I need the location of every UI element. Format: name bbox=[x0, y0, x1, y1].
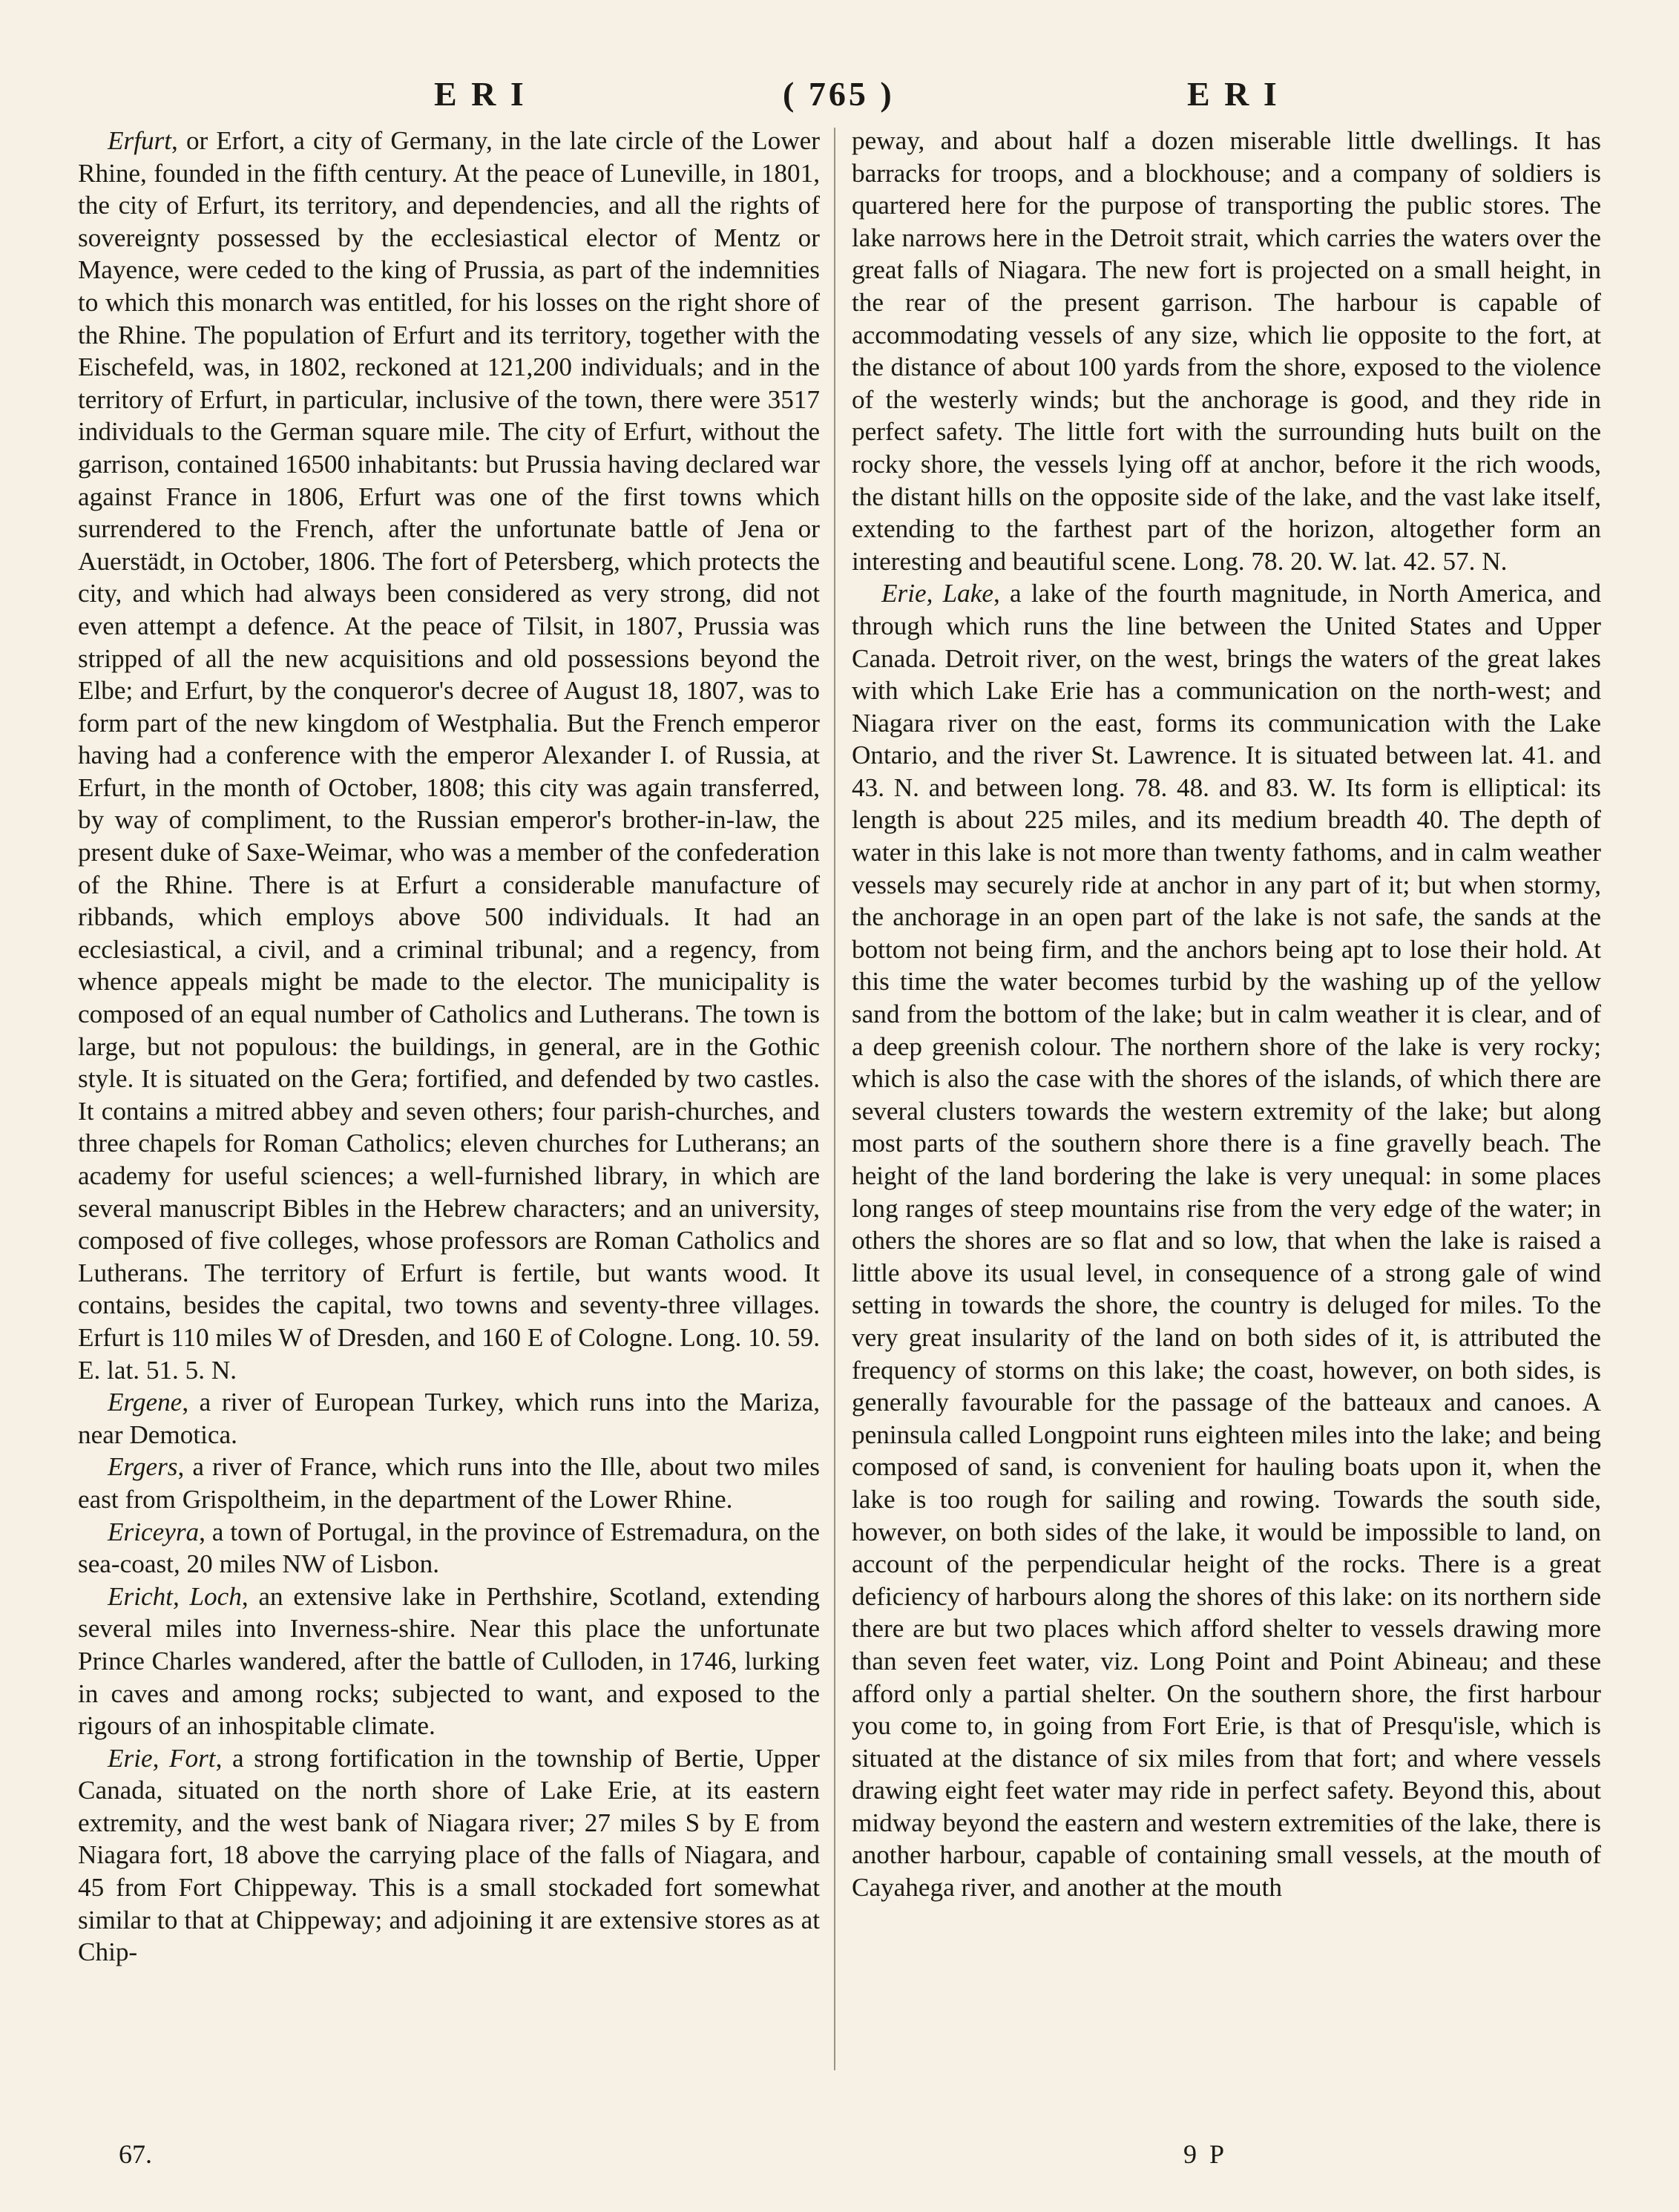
entry-text: peway, and about half a dozen miserable little dwellings. It has barracks for troops, and a blockhouse; and a company of soldiers is quartered here for the purpose of transporting the public stores. The lake narrows here in the Detroit strait, which carries the waters over the great falls of Niagara. The new fort is projected on a small height, in the rear of the present garrison. The harbour is capable of accommodating vessels of any size, which lie opposite to the fort, at the distance of about 100 yards from the shore, exposed to the violence of the westerly winds; but the anchorage is good, and they ride in perfect safety. The little fort with the surrounding huts built on the rocky shore, the vessels lying off at anchor, before it the rich woods, the distant hills on the opposite side of the lake, and the vast lake itself, extending to the farthest part of the horizon, altogether form an interesting and beautiful scene. Long. 78. 20. W. lat. 42. 57. N. bbox=[852, 126, 1601, 576]
left-column bbox=[78, 125, 820, 1969]
entry-ericeyra bbox=[78, 1516, 820, 1581]
header-right-catchword: E R I bbox=[1187, 75, 1280, 113]
entry-erie-lake bbox=[852, 577, 1601, 1903]
entry-erie-fort-continued bbox=[852, 125, 1601, 577]
headword: Ericeyra bbox=[108, 1517, 200, 1546]
entry-text: , a town of Portugal, in the province of Estremadura, on the sea-coast, 20 miles NW of Lisbon. bbox=[78, 1517, 820, 1579]
signature-mark-right: 9 P bbox=[1183, 2139, 1228, 2169]
entry-text: , an extensive lake in Perthshire, Scotland, extending several miles into Inverness-shire. Near this place the unfortunate Prince Charles wandered, after the battle of Culloden, in 1746, lurking in caves and among rocks; subjected to want, and exposed to the rigours of an inhospitable climate. bbox=[78, 1581, 821, 1741]
column-divider bbox=[834, 128, 835, 2070]
headword: Ergene bbox=[108, 1388, 183, 1417]
headword: Erie, Lake bbox=[881, 579, 993, 608]
headword: Ericht, Loch bbox=[108, 1581, 242, 1611]
signature-mark-left: 67. bbox=[119, 2139, 152, 2169]
entry-text: , a river of European Turkey, which runs into the Mariza, near Demotica. bbox=[78, 1388, 820, 1449]
entry-ericht-loch bbox=[78, 1581, 820, 1742]
running-header bbox=[0, 74, 1679, 126]
header-left-catchword: E R I bbox=[434, 75, 527, 113]
right-column bbox=[852, 125, 1601, 1904]
entry-text: , or Erfort, a city of Germany, in the late circle of the Lower Rhine, founded in the fifth century. At the peace of Luneville, in 1801, the city of Erfurt, its territory, and dependencies, and all the rights of sovereignty possessed by the ecclesiastical elector of Mentz or Mayence, were ceded to the king of Prussia, as part of the indemnities to which this monarch was entitled, for his losses on the right shore of the Rhine. The population of Erfurt and its territory, together with the Eischefeld, was, in 1802, reckoned at 121,200 individuals; and in the territory of Erfurt, in particular, inclusive of the town, there were 3517 individuals to the German square mile. The city of Erfurt, without the garrison, contained 16500 inhabitants: but Prussia having declared war against France in 1806, Erfurt was one of the first towns which surrendered to the French, after the unfortunate battle of Jena or Auerstädt, in October, 1806. The fort of Petersberg, which protects the city, and which had always been considered as very strong, did not even attempt a defence. At the peace of Tilsit, in 1807, Prussia was stripped of all the new acquisitions and old possessions beyond the Elbe; and Erfurt, by the conqueror's decree of August 18, 1807, was to form part of the new kingdom of Westphalia. But the French emperor having had a conference with the emperor Alexander I. of Russia, at Erfurt, in the month of October, 1808; this city was again transferred, by way of compliment, to the Russian emperor's brother-in-law, the present duke of Saxe-Weimar, who was a member of the confederation of the Rhine. There is at Erfurt a considerable manufacture of ribbands, which employs above 500 individuals. It had an ecclesiastical, a civil, and a criminal tribunal; and a regency, from whence appeals might be made to the elector. The municipality is composed of an equal number of Catholics and Lutherans. The town is large, but not populous: the buildings, in general, are in the Gothic style. It is situated on the Gera; fortified, and defended by two castles. It contains a mitred abbey and seven others; four parish-churches, and three chapels for Roman Catholics; eleven churches for Lutherans; an academy for useful sciences; a well-furnished library, in which are several manuscript Bibles in the Hebrew characters; and an university, composed of five colleges, whose professors are Roman Catholics and Lutherans. The territory of Erfurt is fertile, but wants wood. It contains, besides the capital, two towns and seventy-three villages. Erfurt is 110 miles W of Dresden, and 160 E of Cologne. Long. 10. 59. E. lat. 51. 5. N. bbox=[78, 126, 820, 1385]
entry-text: , a river of France, which runs into the Ille, about two miles east from Grispoltheim, in the department of the Lower Rhine. bbox=[78, 1452, 820, 1514]
entry-erfurt bbox=[78, 125, 820, 1386]
headword: Erie, Fort bbox=[108, 1743, 216, 1773]
entry-erie-fort bbox=[78, 1742, 820, 1969]
entry-ergers bbox=[78, 1451, 820, 1515]
headword: Ergers bbox=[108, 1452, 178, 1482]
entry-text: , a strong fortification in the township of Bertie, Upper Canada, situated on the north shore of Lake Erie, at its eastern extremity, and the west bank of Niagara river; 27 miles S by E from Niagara fort, 18 above the carrying place of the falls of Niagara, and 45 from Fort Chippeway. This is a small stockaded fort somewhat similar to that at Chippeway; and adjoining it are extensive stores as at Chip- bbox=[78, 1743, 821, 1967]
page-number: ( 765 ) bbox=[783, 75, 895, 113]
headword: Erfurt bbox=[108, 126, 172, 155]
entry-ergene bbox=[78, 1386, 820, 1451]
entry-text: , a lake of the fourth magnitude, in North America, and through which runs the line between the United States and Upper Canada. Detroit river, on the west, brings the waters of the great lakes with which Lake Erie has a communication on the north-west; and Niagara river on the east, forms its communication with the Lake Ontario, and the river St. Lawrence. It is situated between lat. 41. and 43. N. and between long. 78. 48. and 83. W. Its form is elliptical: its length is about 225 miles, and its medium breadth 40. The depth of water in this lake is not more than twenty fathoms, and in calm weather vessels may securely ride at anchor in any part of it; but when stormy, the anchorage in an open part of the lake is not safe, the sands at the bottom not being firm, and the anchors being apt to lose their hold. At this time the water becomes turbid by the washing up of the yellow sand from the bottom of the lake; but in calm weather it is clear, and of a deep greenish colour. The northern shore of the lake is very rocky; which is also the case with the shores of the islands, of which there are several clusters towards the western extremity of the lake; but along most parts of the southern shore there is a fine gravelly beach. The height of the land bordering the lake is very unequal: in some places long ranges of steep mountains rise from the very edge of the water; in others the shores are so flat and so low, that when the lake is raised a little above its usual level, in consequence of a strong gale of wind setting in towards the shore, the country is deluged for miles. To the very great insularity of the land on both sides of it, is attributed the frequency of storms on this lake; the coast, however, on both sides, is generally favourable for the passage of the batteaux and canoes. A peninsula called Longpoint runs eighteen miles into the lake; and being composed of sand, is convenient for hauling boats upon it, when the lake is too rough for sailing and rowing. Towards the south side, however, on both sides of the lake, it would be impossible to land, on account of the perpendicular height of the rocks. There is a great deficiency of harbours along the shores of this lake: on its northern side there are but two places which afford shelter to vessels drawing more than seven feet water, viz. Long Point and Point Abineau; and these afford only a partial shelter. On the southern shore, the first harbour you come to, in going from Fort Erie, is that of Presqu'isle, which is situated at the distance of six miles from that fort; and where vessels drawing eight feet water may ride in perfect safety. Beyond this, about midway beyond the eastern and western extremities of the lake, there is another harbour, capable of containing small vessels, at the mouth of Cayahega river, and another at the mouth bbox=[852, 579, 1601, 1903]
